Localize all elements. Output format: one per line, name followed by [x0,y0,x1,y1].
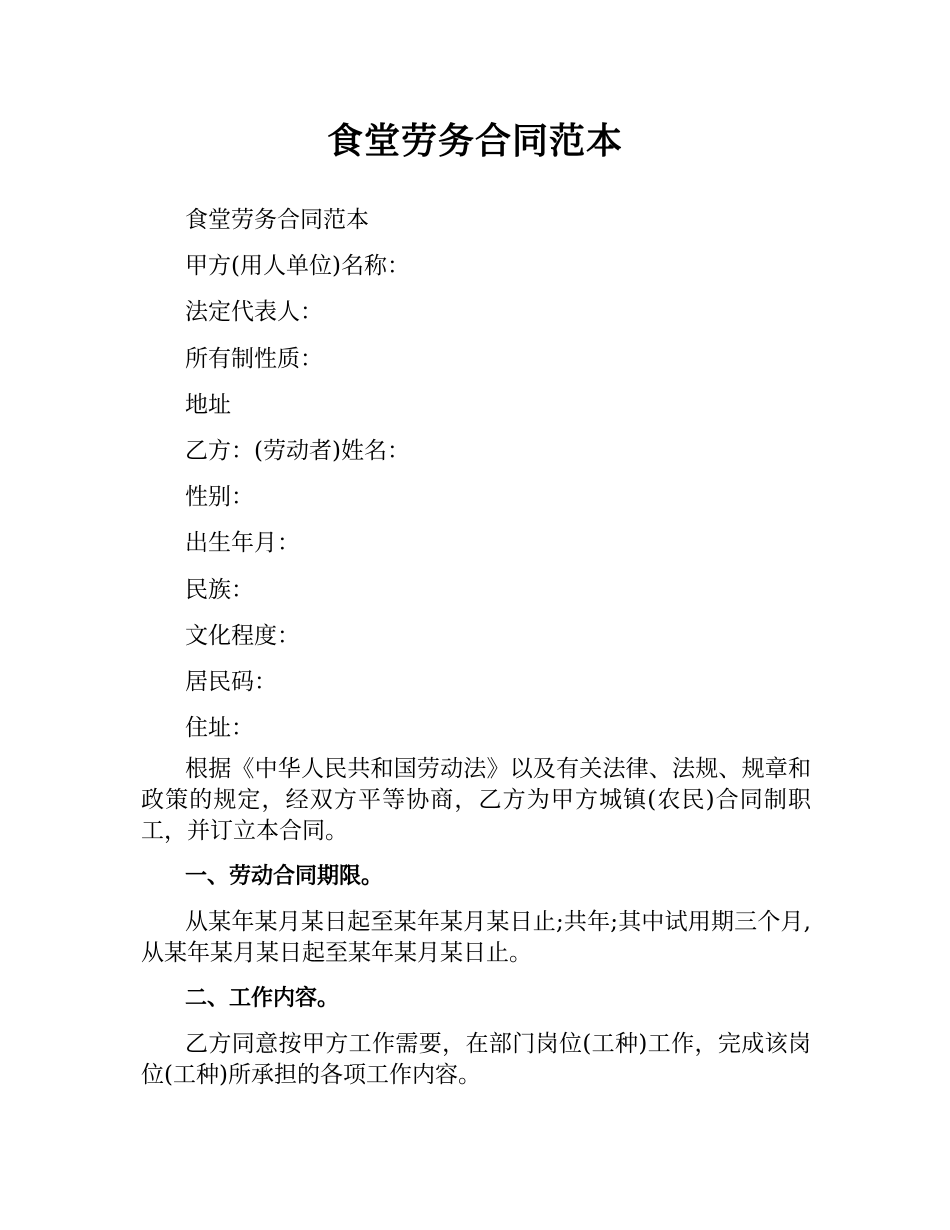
field-line-party-b-name: 乙方：(劳动者)姓名： [185,437,410,464]
field-line-address: 地址 [185,391,231,418]
field-line-gender: 性别： [185,484,254,511]
field-line-ethnicity: 民族： [185,576,254,603]
document-body [141,200,811,1105]
field-line-legal-representative: 法定代表人： [185,299,323,326]
field-line-birth-date: 出生年月： [185,530,300,557]
field-line-subtitle: 食堂劳务合同范本 [185,207,369,233]
section-heading-contract-term: 一、劳动合同期限。 [185,864,384,890]
section-text-contract-term: 从某年某月某日起至某年某月某日止;共年;其中试用期三个月,从某年某月某日起至某年某月某日止。 [141,909,811,967]
intro-paragraph: 根据《中华人民共和国劳动法》以及有关法律、法规、规章和政策的规定，经双方平等协商，乙方为甲方城镇(农民)合同制职工，并订立本合同。 [141,756,811,845]
field-line-residence: 住址： [185,715,254,742]
field-line-education: 文化程度： [185,622,300,649]
field-line-party-a-name: 甲方(用人单位)名称： [185,253,410,280]
field-line-ownership-type: 所有制性质： [185,345,323,372]
section-heading-work-content: 二、工作内容。 [185,986,340,1012]
section-text-work-content: 乙方同意按甲方工作需要，在部门岗位(工种)工作，完成该岗位(工种)所承担的各项工作内容。 [141,1031,811,1089]
field-line-resident-code: 居民码： [185,668,277,695]
document-title: 食堂劳务合同范本 [326,121,623,162]
